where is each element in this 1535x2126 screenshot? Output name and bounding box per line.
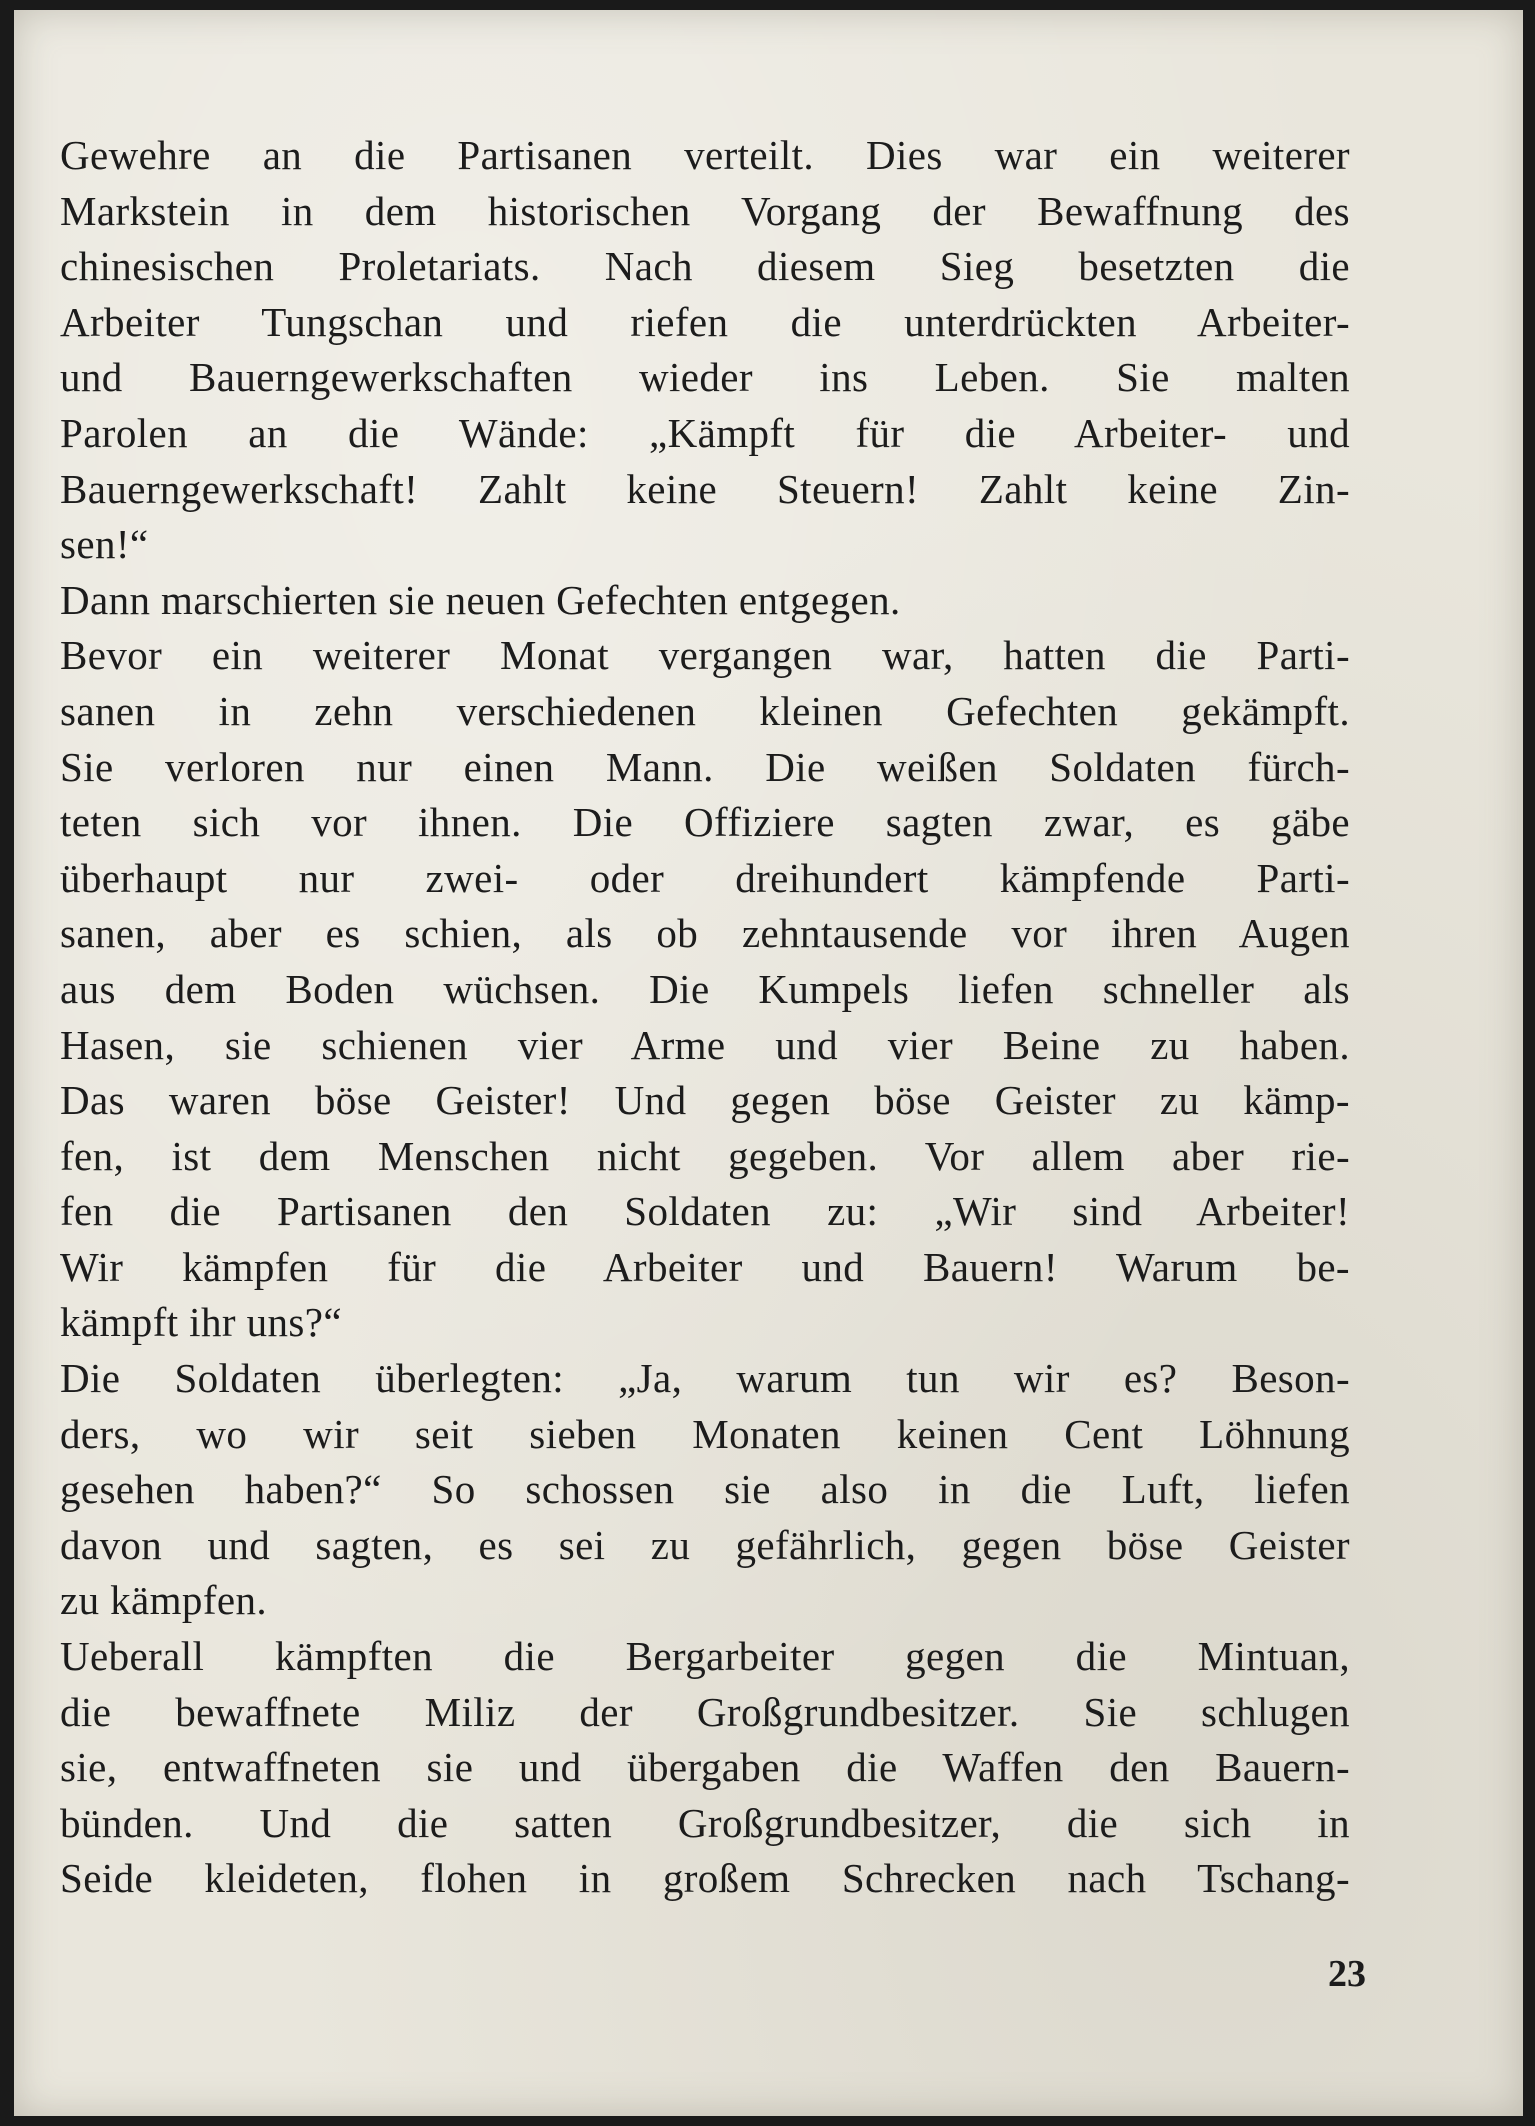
- text-line: sanen in zehn verschiedenen kleinen Gefechten gekämpft.: [60, 687, 1350, 734]
- body-text: [60, 128, 1350, 1907]
- text-line: gesehen haben?“ So schossen sie also in die Luft, liefen: [60, 1466, 1350, 1513]
- text-line: davon und sagten, es sei zu gefährlich, gegen böse Geister: [60, 1521, 1350, 1568]
- text-line: Gewehre an die Partisanen verteilt. Dies war ein weiterer: [60, 132, 1350, 178]
- text-line: ders, wo wir seit sieben Monaten keinen Cent Löhnung: [60, 1410, 1350, 1457]
- text-line: Markstein in dem historischen Vorgang der Bewaffnung des: [60, 187, 1350, 234]
- text-line: sie, entwaffneten sie und übergaben die Waffen den Bauern-: [60, 1744, 1350, 1791]
- text-line: sen!“: [60, 521, 149, 568]
- text-line: bünden. Und die satten Großgrundbesitzer, die sich in: [60, 1799, 1350, 1846]
- text-line: sanen, aber es schien, als ob zehntausende vor ihren Augen: [60, 910, 1350, 957]
- text-line: chinesischen Proletariats. Nach diesem Sieg besetzten die: [60, 243, 1350, 290]
- text-line: Parolen an die Wände: „Kämpft für die Arbeiter- und: [60, 409, 1350, 456]
- text-line: Wir kämpfen für die Arbeiter und Bauern! Warum be-: [60, 1243, 1350, 1290]
- page-number: 23: [1328, 1953, 1366, 1995]
- text-line: kämpft ihr uns?“: [60, 1299, 342, 1346]
- text-line: Hasen, sie schienen vier Arme und vier Beine zu haben.: [60, 1021, 1350, 1068]
- text-line: Bevor ein weiterer Monat vergangen war, hatten die Parti-: [60, 632, 1350, 679]
- text-line: überhaupt nur zwei- oder dreihundert kämpfende Parti-: [60, 854, 1350, 901]
- text-line: Das waren böse Geister! Und gegen böse Geister zu kämp-: [60, 1077, 1350, 1124]
- text-line: und Bauerngewerkschaften wieder ins Leben. Sie malten: [60, 354, 1350, 401]
- text-line: Bauerngewerkschaft! Zahlt keine Steuern! Zahlt keine Zin-: [60, 465, 1350, 512]
- text-line: die bewaffnete Miliz der Großgrundbesitzer. Sie schlugen: [60, 1688, 1350, 1735]
- text-line: fen, ist dem Menschen nicht gegeben. Vor allem aber rie-: [60, 1132, 1350, 1179]
- text-line: Dann marschierten sie neuen Gefechten entgegen.: [60, 576, 901, 623]
- text-line: Sie verloren nur einen Mann. Die weißen Soldaten fürch-: [60, 743, 1350, 790]
- text-line: teten sich vor ihnen. Die Offiziere sagten zwar, es gäbe: [60, 799, 1350, 846]
- text-line: Ueberall kämpften die Bergarbeiter gegen die Mintuan,: [60, 1633, 1350, 1680]
- text-line: Seide kleideten, flohen in großem Schrecken nach Tschang-: [60, 1855, 1350, 1902]
- text-line: Die Soldaten überlegten: „Ja, warum tun wir es? Beson-: [60, 1355, 1350, 1402]
- text-line: aus dem Boden wüchsen. Die Kumpels liefen schneller als: [60, 965, 1350, 1012]
- book-page: [14, 10, 1523, 2116]
- text-line: fen die Partisanen den Soldaten zu: „Wir sind Arbeiter!: [60, 1188, 1350, 1235]
- text-line: zu kämpfen.: [60, 1577, 268, 1624]
- text-line: Arbeiter Tungschan und riefen die unterdrückten Arbeiter-: [60, 298, 1350, 345]
